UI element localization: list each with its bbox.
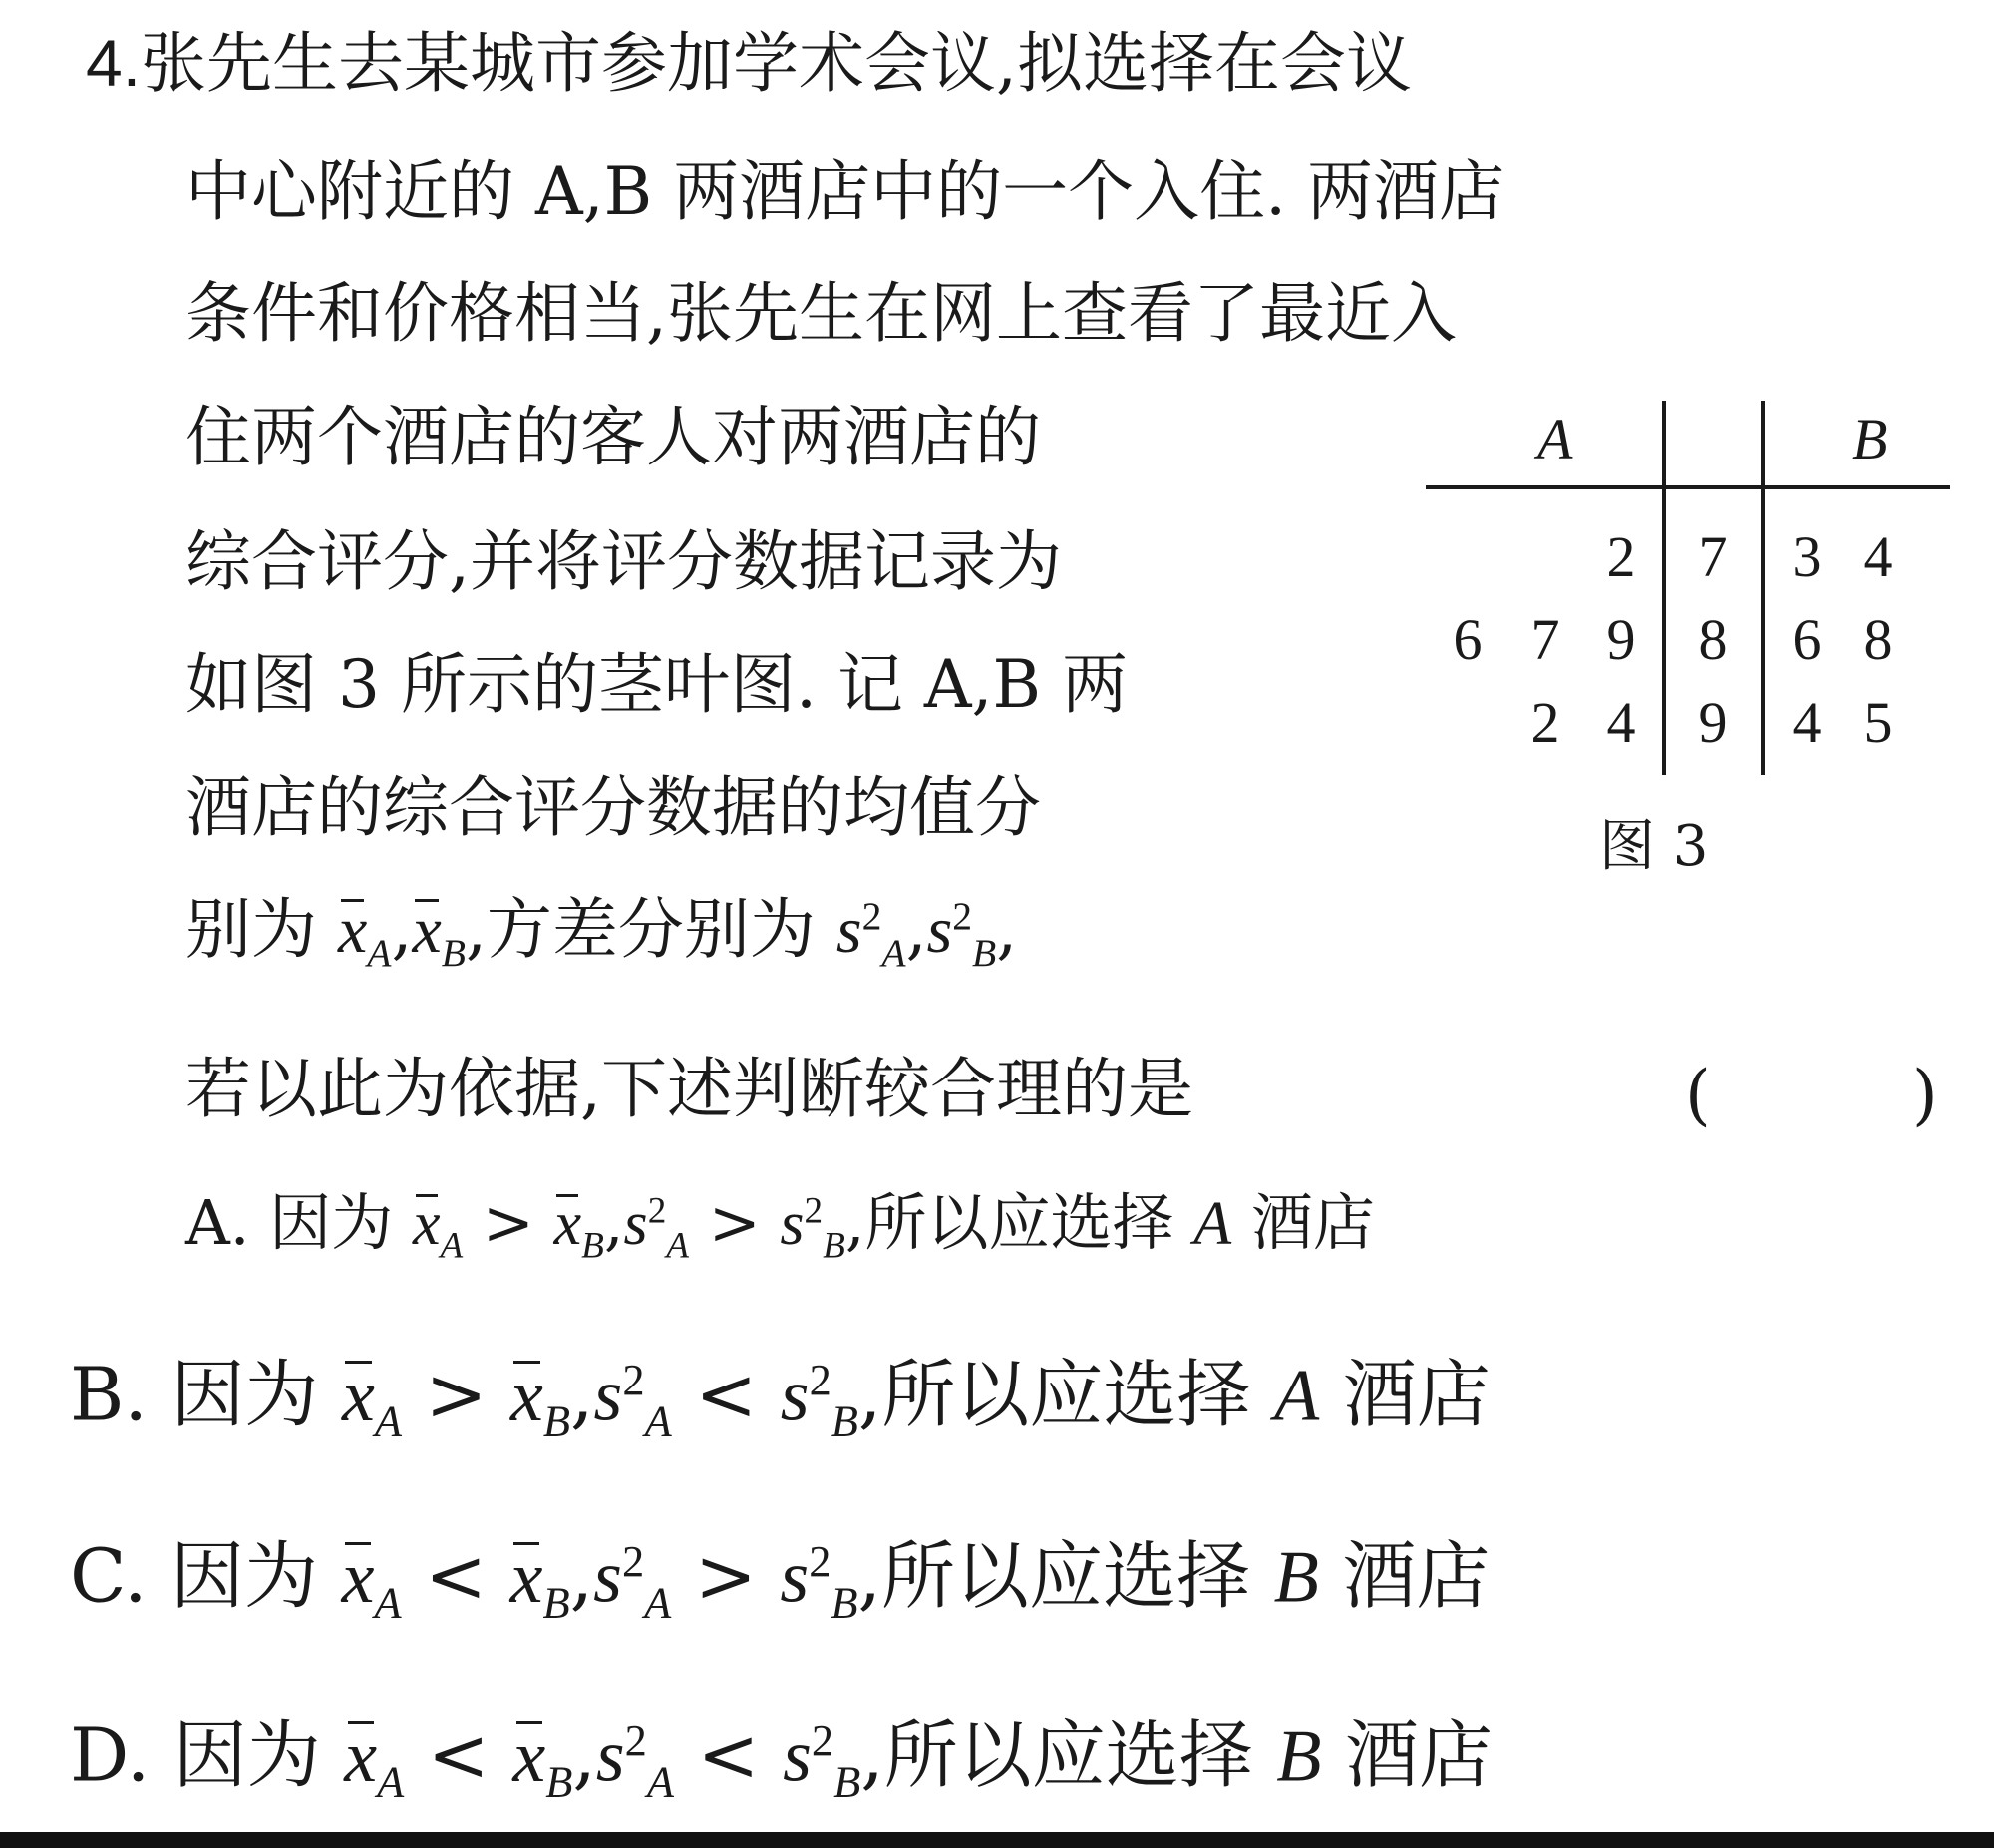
question-line-9: 若以此为依据,下述判断较合理的是	[185, 1051, 1193, 1127]
var-a-sup: 2	[624, 1715, 647, 1765]
question-line-5: 综合评分,并将评分数据记录为	[185, 523, 1062, 600]
question-line-6: 如图 3 所示的茎叶图. 记 A,B 两	[185, 646, 1129, 723]
relation-mean: <	[427, 1712, 490, 1799]
option-letter: C.	[70, 1533, 148, 1620]
var-b-symbol: s	[780, 1536, 810, 1619]
var-b-sub: B	[833, 1756, 861, 1807]
var-b-sub: B	[831, 1395, 858, 1446]
var-a-symbol: s	[623, 1190, 648, 1258]
mean-b-sub: B	[542, 1395, 571, 1446]
option-tail: 酒店	[1342, 1533, 1491, 1620]
option-a[interactable]	[185, 1186, 1375, 1267]
option-d[interactable]	[70, 1712, 1494, 1807]
sep-comma: ,	[570, 1352, 594, 1438]
var-b-symbol: s	[783, 1715, 812, 1798]
stem-leaf-header-a: A	[1537, 407, 1573, 471]
var-b-sup: 2	[804, 1190, 824, 1232]
stem-leaf-right-divider	[1761, 401, 1765, 775]
question-line-8	[185, 891, 1018, 976]
sep-comma: ,	[569, 1533, 594, 1620]
leaf-b: 8	[1863, 607, 1893, 672]
option-because: 因为	[269, 1186, 394, 1259]
sep-comma: ,	[572, 1712, 596, 1799]
mean-a-sub: A	[374, 1577, 402, 1628]
leaf-a: 7	[1530, 607, 1560, 672]
question-line-4: 住两个酒店的客人对两酒店的	[185, 399, 1041, 475]
option-conclusion: ,所以应选择	[857, 1533, 1251, 1620]
option-b[interactable]	[70, 1352, 1491, 1446]
option-because: 因为	[170, 1352, 319, 1438]
mean-b-sub: B	[581, 1225, 604, 1267]
option-c[interactable]	[70, 1533, 1491, 1628]
figure-caption: 图 3	[1599, 814, 1709, 879]
var-b-sub: B	[831, 1577, 858, 1628]
leaf-b: 6	[1792, 607, 1822, 672]
mean-b-symbol: x	[553, 1190, 582, 1258]
sep-comma: ,	[996, 891, 1018, 968]
leaf-b: 4	[1863, 524, 1893, 589]
option-because: 因为	[170, 1533, 319, 1620]
leaf-a: 2	[1530, 690, 1560, 755]
answer-paren-close: )	[1912, 1057, 1938, 1133]
stem: 7	[1698, 524, 1728, 589]
line8-mid: ,方差分别为	[465, 891, 816, 968]
question-line-7: 酒店的综合评分数据的均值分	[185, 770, 1041, 846]
option-letter: D.	[70, 1712, 151, 1799]
option-conclusion: ,所以应选择	[860, 1712, 1253, 1799]
mean-a-sub: A	[377, 1756, 405, 1807]
mean-b-sub: B	[545, 1756, 573, 1807]
option-tail: 酒店	[1250, 1186, 1375, 1259]
option-conclusion: ,所以应选择	[857, 1352, 1251, 1438]
var-a-sub: A	[646, 1756, 674, 1807]
mean-b-symbol: x	[512, 1715, 546, 1798]
option-hotel: A	[1273, 1355, 1320, 1437]
var-b-symbol: s	[926, 894, 953, 967]
var-a-symbol: s	[593, 1355, 623, 1437]
option-because: 因为	[172, 1712, 321, 1799]
mean-a-symbol: x	[337, 894, 368, 967]
var-b-sub: B	[972, 931, 997, 976]
stem: 8	[1698, 607, 1728, 672]
relation-var: <	[695, 1352, 758, 1438]
mean-b-sub: B	[542, 1577, 570, 1628]
relation-var: >	[708, 1186, 761, 1259]
option-hotel: A	[1193, 1190, 1232, 1258]
stem-leaf-header-b: B	[1852, 407, 1888, 471]
mean-a-symbol: x	[341, 1355, 375, 1437]
question-text-1: 张先生去某城市参加学术会议,拟选择在会议	[141, 25, 1413, 102]
var-a-sup: 2	[622, 1355, 645, 1404]
option-tail: 酒店	[1342, 1352, 1491, 1438]
leaf-a: 2	[1606, 524, 1636, 589]
leaf-b: 4	[1792, 690, 1822, 755]
question-number: 4.	[86, 26, 142, 100]
relation-mean: >	[425, 1352, 488, 1438]
leaf-b: 3	[1792, 524, 1822, 589]
relation-var: <	[697, 1712, 760, 1799]
option-conclusion: ,所以应选择	[844, 1186, 1174, 1259]
question-line-2: 中心附近的 A,B 两酒店中的一个入住. 两酒店	[185, 154, 1505, 230]
answer-paren-open: (	[1685, 1057, 1711, 1133]
stem-leaf-left-divider	[1662, 401, 1666, 775]
relation-var: >	[694, 1533, 757, 1620]
mean-a-symbol: x	[341, 1536, 375, 1619]
mean-a-symbol: x	[344, 1715, 378, 1798]
mean-a-symbol: x	[412, 1190, 441, 1258]
mean-b-symbol: x	[510, 1355, 543, 1437]
leaf-b: 5	[1863, 690, 1893, 755]
question-line-3: 条件和价格相当,张先生在网上查看了最近入	[185, 275, 1457, 352]
var-a-sub: A	[644, 1577, 672, 1628]
var-a-sup: 2	[621, 1536, 645, 1586]
option-hotel: B	[1273, 1536, 1319, 1619]
mean-b-sub: B	[441, 931, 466, 976]
leaf-a: 6	[1453, 607, 1483, 672]
bottom-border	[0, 1832, 1994, 1848]
mean-a-sub: A	[374, 1395, 402, 1446]
relation-mean: >	[482, 1186, 534, 1259]
var-b-sup: 2	[809, 1536, 831, 1586]
option-letter: A.	[185, 1186, 250, 1259]
mean-a-sub: A	[367, 931, 392, 976]
var-a-symbol: s	[835, 894, 862, 967]
var-b-sup: 2	[952, 894, 973, 938]
leaf-a: 9	[1606, 607, 1636, 672]
mean-a-sub: A	[440, 1225, 464, 1267]
var-a-sub: A	[666, 1225, 689, 1267]
line8-prefix: 别为	[185, 891, 317, 968]
var-a-symbol: s	[593, 1536, 622, 1619]
var-a-sup: 2	[647, 1190, 667, 1232]
stem: 9	[1698, 690, 1728, 755]
var-a-symbol: s	[595, 1715, 625, 1798]
option-letter: B.	[70, 1352, 148, 1438]
mean-b-symbol: x	[412, 894, 442, 967]
relation-mean: <	[425, 1533, 488, 1620]
var-a-sub: A	[644, 1395, 672, 1446]
stem-leaf-header-rule	[1426, 485, 1950, 489]
sep-comma: ,	[603, 1186, 624, 1259]
question-line-1	[86, 25, 1413, 102]
var-b-sup: 2	[809, 1355, 831, 1404]
sep-comma: ,	[905, 891, 927, 968]
var-b-symbol: s	[780, 1355, 810, 1437]
option-hotel: B	[1276, 1715, 1322, 1798]
var-b-sub: B	[823, 1225, 845, 1267]
var-a-sub: A	[881, 931, 906, 976]
leaf-a: 4	[1606, 690, 1636, 755]
sep-comma: ,	[391, 891, 413, 968]
var-a-sup: 2	[861, 894, 882, 938]
var-b-symbol: s	[780, 1190, 805, 1258]
mean-b-symbol: x	[509, 1536, 543, 1619]
option-tail: 酒店	[1345, 1712, 1494, 1799]
var-b-sup: 2	[811, 1715, 834, 1765]
